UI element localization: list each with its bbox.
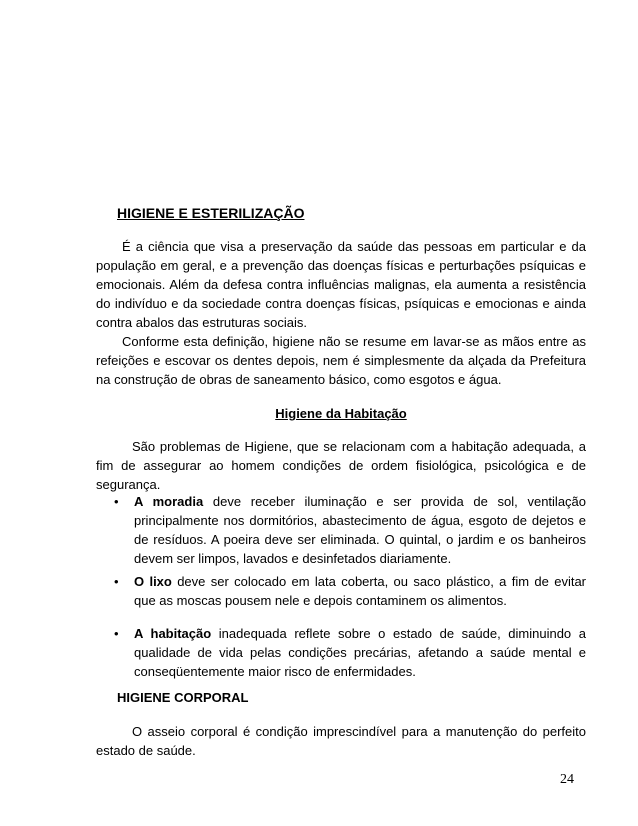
- list-item-text: deve receber iluminação e ser provida de sol, ventilação principalmente nos dormitórios, abastecimento de água, esgoto de dejetos e de resíduos. A poeira deve ser eliminada. O quintal, o jardim e os banheiros devem ser limpos, lavados e desinfetados diariamente.: [134, 494, 587, 566]
- list-item-moradia: [134, 492, 586, 568]
- corporal-section: [96, 722, 586, 760]
- list-item-text: inadequada reflete sobre o estado de saúde, diminuindo a qualidade de vida pelas condições precárias, afetando a saúde mental e conseqüentemente maior risco de enfermidades.: [134, 626, 586, 679]
- page-number: 24: [560, 772, 574, 787]
- page-title: HIGIENE E ESTERILIZAÇÃO: [117, 205, 305, 221]
- list-item-text: deve ser colocado em lata coberta, ou saco plástico, a fim de evitar que as moscas pousem nele e depois contaminem os alimentos.: [134, 574, 586, 608]
- list-item-term: A moradia: [134, 494, 204, 509]
- list-item-term: A habitação: [134, 626, 212, 641]
- intro-paragraph-2: Conforme esta definição, higiene não se resume em lavar-se as mãos entre as refeições e escovar os dentes depois, nem é simplesmente da alçada da Prefeitura na construção de obras de saneamento básico, como esgotos e água.: [96, 334, 586, 387]
- intro-paragraph-1: É a ciência que visa a preservação da saúde das pessoas em particular e da população em geral, e a prevenção das doenças físicas e perturbações psíquicas e emocionais. Além da defesa contra influências malignas, ela aumenta a resistência do indivíduo e da sociedade contra doenças físicas, psíquicas e emocionas e ainda contra abalos das estruturas sociais.: [96, 239, 586, 330]
- habitacao-intro: [96, 437, 586, 494]
- list-item-habitacao: [134, 624, 586, 681]
- intro-section: [96, 237, 586, 389]
- bullet-icon: •: [114, 626, 119, 641]
- habitacao-intro-paragraph: São problemas de Higiene, que se relacionam com a habitação adequada, a fim de assegurar ao homem condições de ordem fisiológica, psicológica e de segurança.: [96, 439, 586, 492]
- bullet-icon: •: [114, 574, 119, 589]
- list-item-lixo: [134, 572, 586, 610]
- habitacao-heading: Higiene da Habitação: [275, 406, 407, 421]
- corporal-paragraph: O asseio corporal é condição imprescindível para a manutenção do perfeito estado de saúde.: [96, 724, 586, 758]
- bullet-icon: •: [114, 494, 119, 509]
- list-item-term: O lixo: [134, 574, 172, 589]
- corporal-heading: HIGIENE CORPORAL: [117, 690, 249, 705]
